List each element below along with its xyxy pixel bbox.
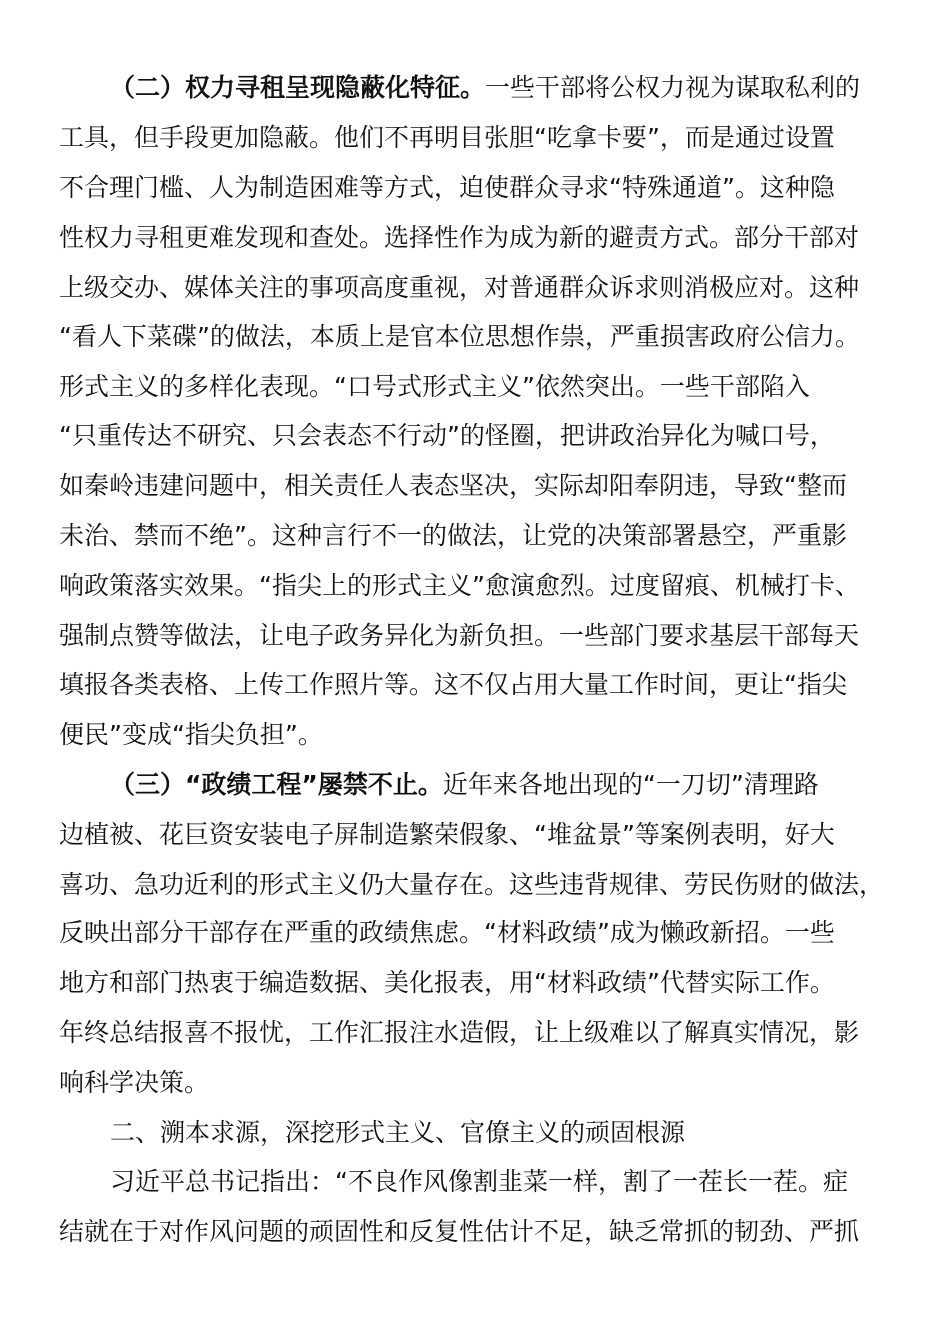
- paragraph-heading-2: [110, 63, 900, 113]
- text-line: 近年来各地出现的“一刀切”清理路: [442, 770, 819, 799]
- text-line: 上级交办、媒体关注的事项高度重视，对普通群众诉求则消极应对。这种: [59, 273, 860, 302]
- text-line: 年终总结报喜不报忧，工作汇报注水造假，让上级难以了解真实情况，影: [59, 1018, 860, 1047]
- text-line: 性权力寻租更难发现和查处。选择性作为成为新的避责方式。部分干部对: [59, 223, 860, 252]
- text-line: 响科学决策。: [59, 1068, 210, 1097]
- text-line: 反映出部分干部存在严重的政绩焦虑。“材料政绩”成为懒政新招。一些: [59, 918, 835, 947]
- text-line: 便民”变成“指尖负担”。: [59, 720, 323, 749]
- section-heading-3: （三）“政绩工程”屡禁不止。: [110, 770, 443, 799]
- text-line: 如秦岭违建问题中，相关责任人表态坚决，实际却阳奉阴违，导致“整而: [59, 471, 847, 500]
- text-line: 边植被、花巨资安装电子屏制造繁荣假象、“堆盆景”等案例表明，好大: [59, 820, 835, 849]
- text-line: 形式主义的多样化表现。“口号式形式主义”依然突出。一些干部陷入: [59, 372, 810, 401]
- text-line: 不合理门槛、人为制造困难等方式，迫使群众寻求“特殊通道”。这种隐: [59, 173, 835, 202]
- text-line: 响政策落实效果。“指尖上的形式主义”愈演愈烈。过度留痕、机械打卡、: [59, 571, 860, 600]
- text-line: 填报各类表格、上传工作照片等。这不仅占用大量工作时间，更让“指尖: [59, 670, 847, 699]
- text-line: 强制点赞等做法，让电子政务异化为新负担。一些部门要求基层干部每天: [59, 621, 860, 650]
- section-heading-2: （二）权力寻租呈现隐蔽化特征。: [110, 73, 486, 102]
- text-line: 未治、禁而不绝”。这种言行不一的做法，让党的决策部署悬空，严重影: [59, 521, 847, 550]
- text-line: 喜功、急功近利的形式主义仍大量存在。这些违背规律、劳民伤财的做法，: [59, 870, 885, 899]
- chapter-heading: 二、溯本求源，深挖形式主义、官僚主义的顽固根源: [110, 1118, 686, 1147]
- text-line: 习近平总书记指出：“不良作风像割韭菜一样，割了一茬长一茬。症: [110, 1167, 848, 1196]
- text-line: “看人下菜碟”的做法，本质上是官本位思想作祟，严重损害政府公信力。: [59, 322, 860, 351]
- text-line: “只重传达不研究、只会表态不行动”的怪圈，把讲政治异化为喊口号，: [59, 421, 835, 450]
- text-line: 一些干部将公权力视为谋取私利的: [485, 73, 861, 102]
- text-line: 工具，但手段更加隐蔽。他们不再明目张胆“吃拿卡要”，而是通过设置: [59, 123, 835, 152]
- paragraph-heading-3: [110, 760, 900, 810]
- text-line: 地方和部门热衷于编造数据、美化报表，用“材料政绩”代替实际工作。: [59, 968, 835, 997]
- text-line: 结就在于对作风问题的顽固性和反复性估计不足，缺乏常抓的韧劲、严抓: [59, 1217, 860, 1246]
